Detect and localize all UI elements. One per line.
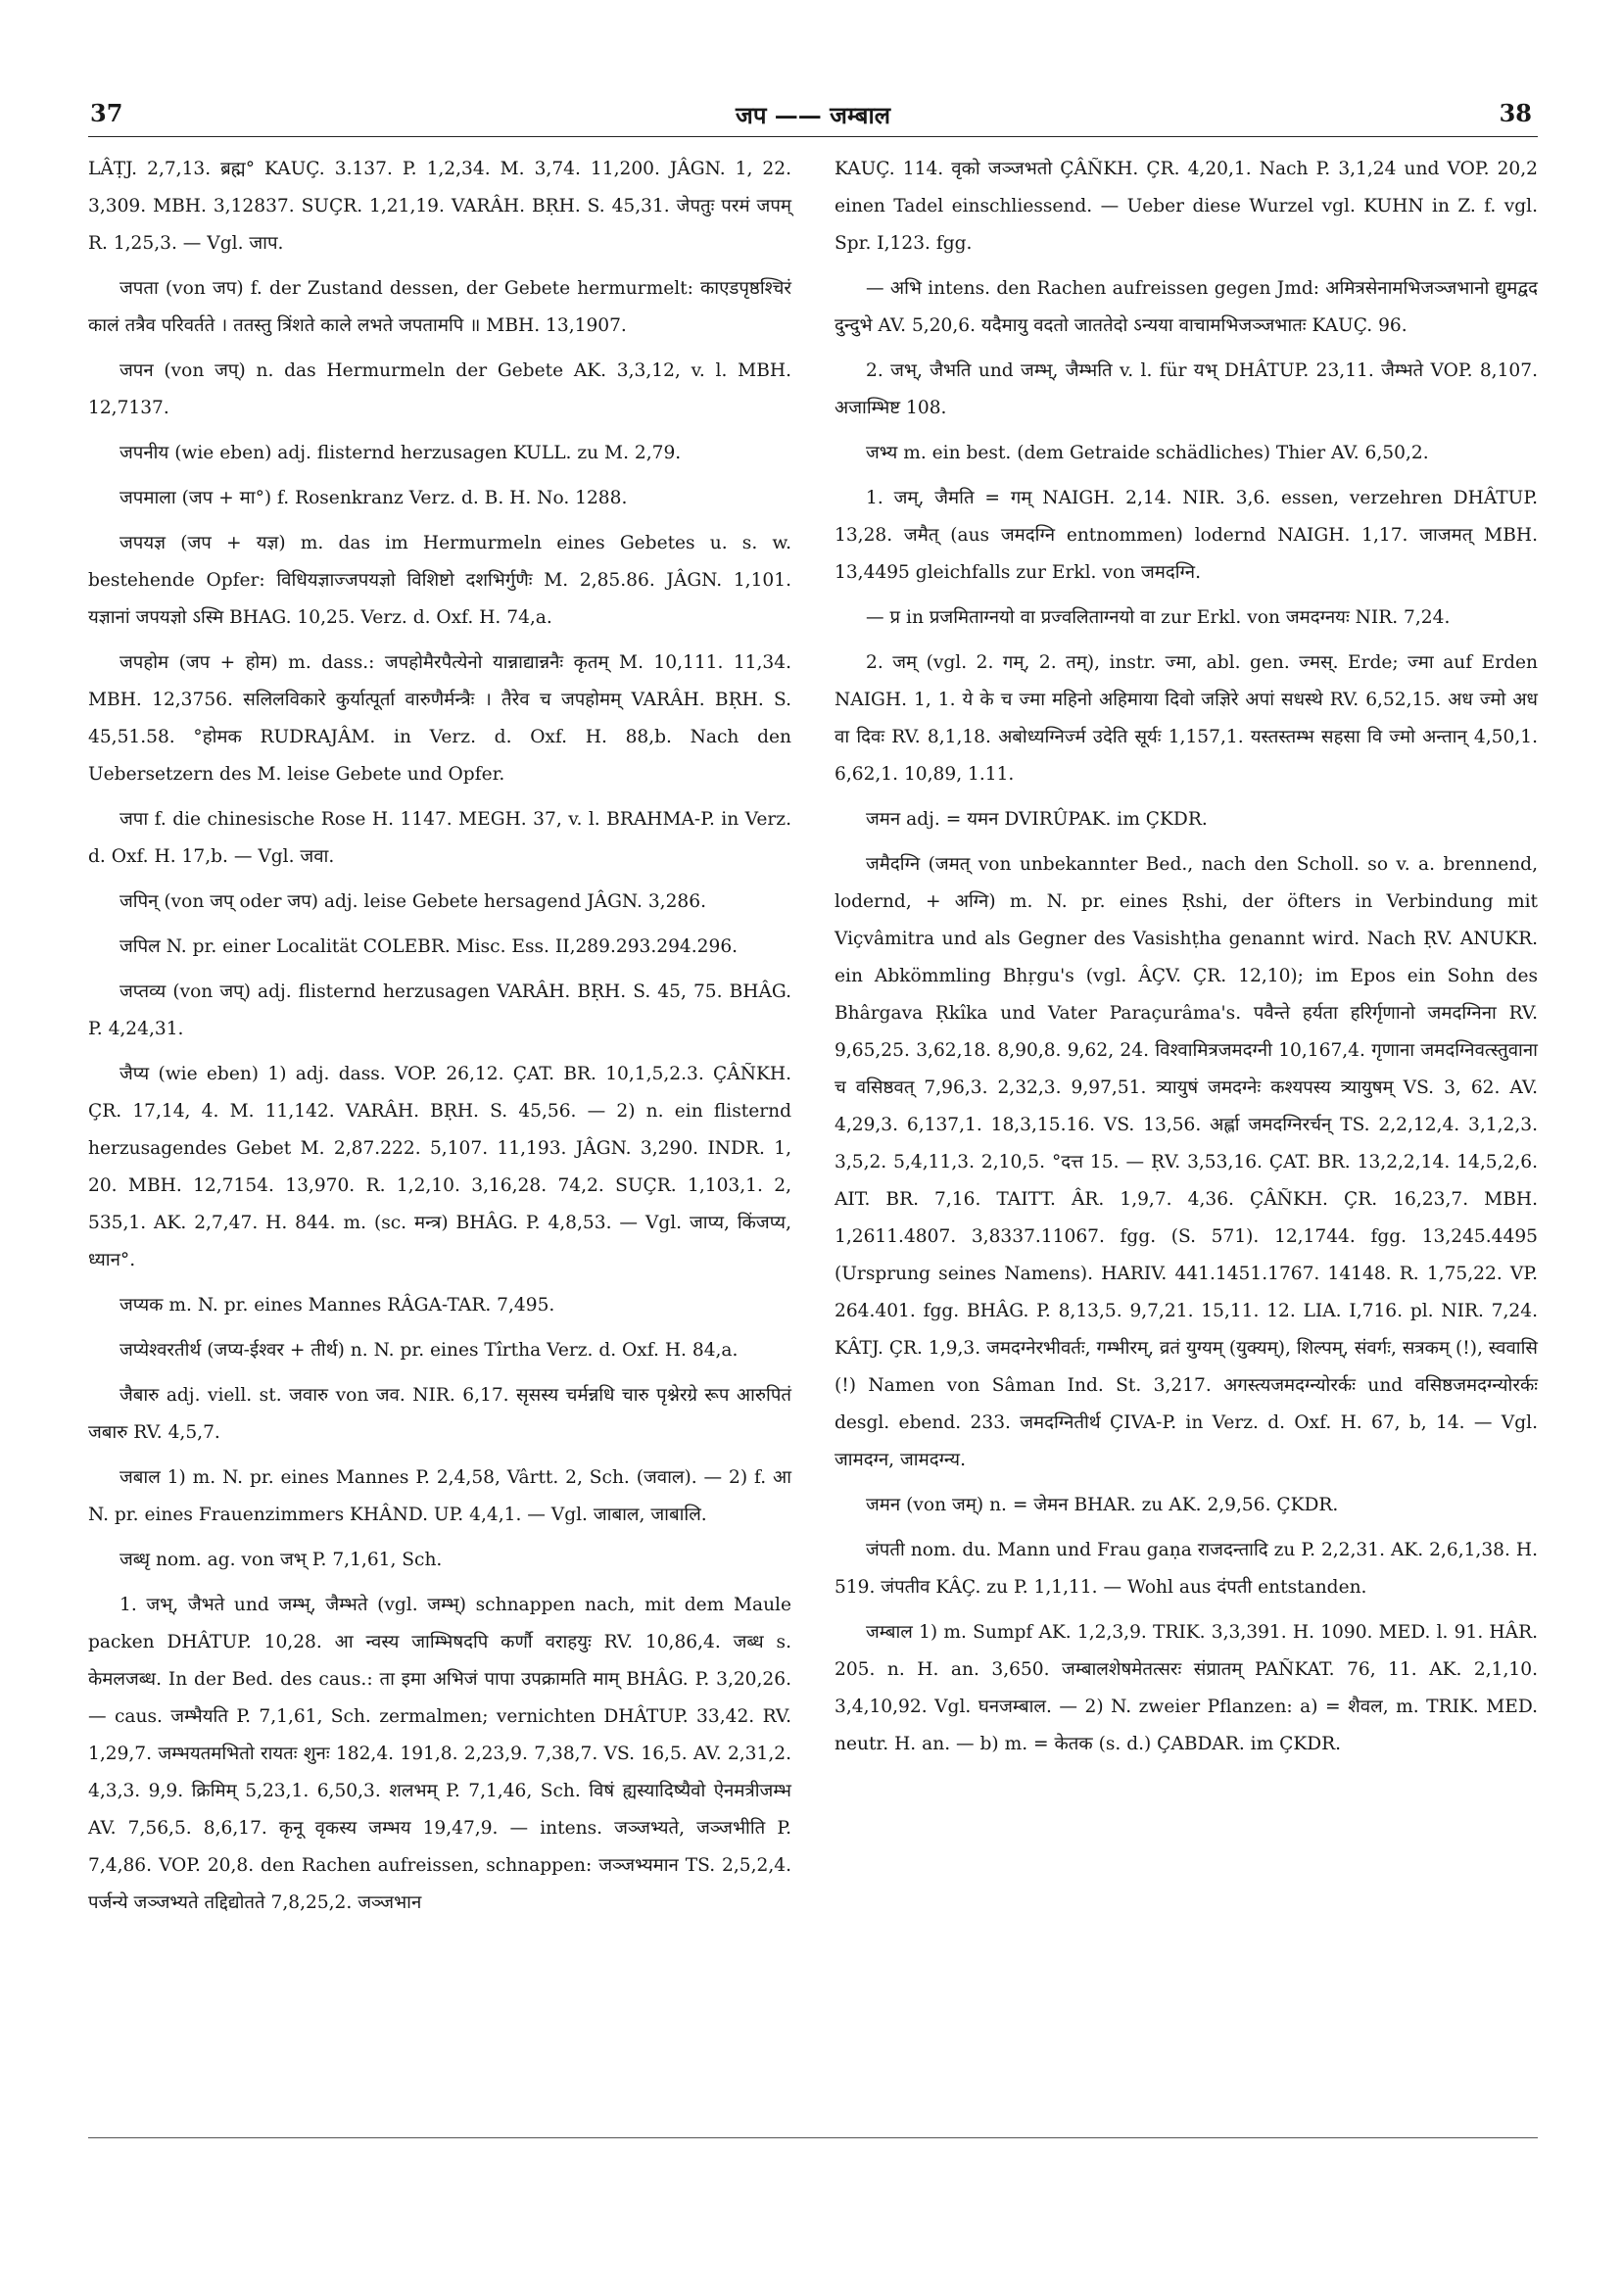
entry: 2. जम् (vgl. 2. गम्, 2. तम्), instr. ज्मा, abl. gen. ज्मस्. Erde; ज्मा auf Erden NAIGH. 1, 1. ये के च ज्मा महिनो अहिमाया दिवो जज्ञिरे अपां सधस्थे RV. 6,52,15. अध ज्मो अध वा दिवः RV. 8,1,18. अबोध्यग्निर्ज्म उदेति सूर्यः 1,157,1. यस्तस्तम्भ सहसा वि ज्मो अन्तान् 4,50,1. 6,62,1. 10,89, 1.11. xyxy=(835,652,1538,785)
entry: जब्धृ nom. ag. von जभ् P. 7,1,61, Sch. xyxy=(119,1550,443,1570)
entry: — प्र in प्रजमिताग्नयो वा प्रज्वलिताग्नयो वा zur Erkl. von जमदग्नयः NIR. 7,24. xyxy=(866,607,1451,628)
entry: 1. जम्, जैमति = गम् NAIGH. 2,14. NIR. 3,6. essen, verzehren DHÂTUP. 13,28. जमैत् (aus जमदग्नि entnommen) lodernd NAIGH. 1,17. जाजमत् MBH. 13,4495 gleichfalls zur Erkl. von जमदग्नि. xyxy=(835,488,1538,583)
entry: जपिन् (von जप् oder जप) adj. leise Gebete hersagend JÂGN. 3,286. xyxy=(119,891,706,912)
dictionary-page xyxy=(88,93,1538,1930)
entry: जमन adj. = यमन DVIRÛPAK. im ÇKDR. xyxy=(866,809,1208,830)
entry: जमन (von जम्) n. = जेमन BHAR. zu AK. 2,9,56. ÇKDR. xyxy=(866,1495,1339,1515)
entry: जबाल 1) m. N. pr. eines Mannes P. 2,4,58, Vârtt. 2, Sch. (जवाल). — 2) f. आ N. pr. eines Frauenzimmers KHÂND. UP. 4,4,1. — Vgl. जाबाल, जाबालि. xyxy=(88,1467,791,1525)
entry: जपन (von जप्) n. das Hermurmeln der Gebete AK. 3,3,12, v. l. MBH. 12,7137. xyxy=(88,360,791,418)
entry: जम्बाल 1) m. Sumpf AK. 1,2,3,9. TRIK. 3,3,391. H. 1090. MED. l. 91. HÂR. 205. n. H. an. 3,650. जम्बालशेषमेतत्सरः संप्रातम् PAÑKAT. 76, 11. AK. 2,1,10. 3,4,10,92. Vgl. घनजम्बाल. — 2) N. zweier Pflanzen: a) = शैवल, m. TRIK. MED. neutr. H. an. — b) m. = केतक (s. d.) ÇABDAR. im ÇKDR. xyxy=(835,1622,1538,1754)
entry: जपिल N. pr. einer Localität COLEBR. Misc. Ess. II,289.293.294.296. xyxy=(119,936,739,957)
entry: जपा f. die chinesische Rose H. 1147. MEGH. 37, v. l. BRAHMA-P. in Verz. d. Oxf. H. 17,b. — Vgl. जवा. xyxy=(88,809,791,867)
entry: जपमाला (जप + मा°) f. Rosenkranz Verz. d. B. H. No. 1288. xyxy=(119,488,628,508)
entry: जपहोम (जप + होम) m. dass.: जपहोमैरपैत्येनो यान्नाद्यान्ननैः कृतम् M. 10,111. 11,34. MBH. 12,3756. सलिलविकारे कुर्यात्पूर्ता वारुणैर्मन्त्रैः । तैरेव च जपहोमम् VARÂH. BṚH. S. 45,51.58. °होमक RUDRAJÂM. in Verz. d. Oxf. H. 88,b. Nach den Uebersetzern des M. leise Gebete und Opfer. xyxy=(88,652,791,785)
entry: जैबारु adj. viell. st. जवारु von जव. NIR. 6,17. सृसस्य चर्मन्नधि चारु पृश्नेरग्रे रूप आरुपितं जबारु RV. 4,5,7. xyxy=(88,1385,791,1443)
entry: 2. जभ्, जैभति und जम्भ्, जैम्भति v. l. für यभ् DHÂTUP. 23,11. जैम्भते VOP. 8,107. अजाम्भिष्ट 108. xyxy=(835,360,1538,418)
entry: KAUÇ. 114. वृको जञ्जभतो ÇÂÑKH. ÇR. 4,20,1. Nach P. 3,1,24 und VOP. 20,2 einen Tadel einschliessend. — Ueber diese Wurzel vgl. KUHN in Z. f. vgl. Spr. I,123. fgg. xyxy=(835,159,1538,254)
page-header xyxy=(88,93,1538,137)
entry: LÂṬJ. 2,7,13. ब्रह्म° KAUÇ. 3.137. P. 1,2,34. M. 3,74. 11,200. JÂGN. 1, 22. 3,309. MBH. 3,12837. SUÇR. 1,21,19. VARÂH. BṚH. S. 45,31. जेपतुः परमं जपम् R. 1,25,3. — Vgl. जाप. xyxy=(88,159,791,254)
two-column-body xyxy=(88,151,1538,1930)
entry: जपनीय (wie eben) adj. flisternd herzusagen KULL. zu M. 2,79. xyxy=(119,443,682,463)
page-number-right: 38 xyxy=(1499,99,1532,127)
entry: जमैदग्नि (जमत् von unbekannter Bed., nach den Scholl. so v. a. brennend, lodernd, + अग्नि) m. N. pr. eines Ṛshi, der öfters in Verbindung mit Viçvâmitra und als Gegner des Vasishṭha genannt wird. Nach ṚV. ANUKR. ein Abkömmling Bhṛgu's (vgl. ÂÇV. ÇR. 12,10); im Epos ein Sohn des Bhârgava Ṛkîka und Vater Paraçurâma's. पवैन्ते हर्यता हरिर्गृणानो जमदग्निना RV. 9,65,25. 3,62,18. 8,90,8. 9,62, 24. विश्वामित्रजमदग्नी 10,167,4. गृणाना जमदग्निवत्स्तुवाना च वसिष्ठवत् 7,96,3. 2,32,3. 9,97,51. त्र्यायुषं जमदग्नेः कश्यपस्य त्र्यायुषम् VS. 3, 62. AV. 4,29,3. 6,137,1. 18,3,15.16. VS. 13,56. अर्ह्ला जमदग्निरर्चन् TS. 2,2,12,4. 3,1,2,3. 3,5,2. 5,4,11,3. 2,10,5. °दत्त 15. — ṚV. 3,53,16. ÇAT. BR. 13,2,2,14. 14,5,2,6. AIT. BR. 7,16. TAITT. ÂR. 1,9,7. 4,36. ÇÂÑKH. ÇR. 16,23,7. MBH. 1,2611.4807. 3,8337.11067. fgg. (S. 571). 12,1744. fgg. 13,245.4495 (Ursprung seines Namens). HARIV. 441.1451.1767. 14148. R. 1,75,22. VP. 264.401. fgg. BHÂG. P. 8,13,5. 9,7,21. 15,11. 12. LIA. I,716. pl. NIR. 7,24. KÂTJ. ÇR. 1,9,3. जमदग्नेरभीवर्तः, गम्भीरम्, व्रतं युग्यम् (युक्यम्), शिल्पम्, संवर्गः, सत्रकम् (!), स्ववासि (!) Namen von Sâman Ind. St. 3,217. अगस्त्यजमदग्न्योरर्कः und वसिष्ठजमदग्न्योरर्कः desgl. ebend. 233. जमदग्नितीर्थ ÇIVA-P. in Verz. d. Oxf. H. 67, b, 14. — Vgl. जामदग्न, जामदग्न्य. xyxy=(835,854,1538,1470)
running-title: जप —— जम्बाल xyxy=(736,101,890,129)
entry: जैप्य (wie eben) 1) adj. dass. VOP. 26,12. ÇAT. BR. 10,1,5,2.3. ÇÂÑKH. ÇR. 17,14, 4. M. 11,142. VARÂH. BṚH. S. 45,56. — 2) n. ein flisternd herzusagendes Gebet M. 2,87.222. 5,107. 11,193. JÂGN. 3,290. INDR. 1, 20. MBH. 12,7154. 13,970. R. 1,2,10. 3,16,28. 74,2. SUÇR. 1,103,1. 2, 535,1. AK. 2,7,47. H. 844. m. (sc. मन्त्र) BHÂG. P. 4,8,53. — Vgl. जाप्य, किंजप्य, ध्यान°. xyxy=(88,1064,791,1270)
entry: जपयज्ञ (जप + यज्ञ) m. das im Hermurmeln eines Gebetes u. s. w. bestehende Opfer: विधियज्ञाज्जपयज्ञो विशिष्टो दशभिर्गुणैः M. 2,85.86. JÂGN. 1,101. यज्ञानां जपयज्ञो ऽस्मि BHAG. 10,25. Verz. d. Oxf. H. 74,a. xyxy=(88,533,791,628)
entry: जभ्य m. ein best. (dem Getraide schädliches) Thier AV. 6,50,2. xyxy=(866,443,1429,463)
entry: जप्येश्वरतीर्थ (जप्य-ईश्वर + तीर्थ) n. N. pr. eines Tîrtha Verz. d. Oxf. H. 84,a. xyxy=(119,1340,739,1361)
entry: जप्यक m. N. pr. eines Mannes RÂGA-TAR. 7,495. xyxy=(119,1295,555,1315)
bottom-rule xyxy=(88,2137,1538,2138)
entry: जपता (von जप) f. der Zustand dessen, der Gebete hermurmelt: काएडपृष्ठश्चिरं कालं तत्रैव परिवर्तते । ततस्तु त्रिंशते काले लभते जपतामपि ॥ MBH. 13,1907. xyxy=(88,278,791,336)
page-number-left: 37 xyxy=(90,99,123,127)
entry: 1. जभ्, जैभते und जम्भ्, जैम्भते (vgl. जम्भ्) schnappen nach, mit dem Maule packen DHÂTUP. 10,28. आ न्वस्य जाम्भिषदपि कर्णौ वराहयुः RV. 10,86,4. जब्ध s. केमलजब्ध. In der Bed. des caus.: ता इमा अभिजं पापा उपक्रामति माम् BHÂG. P. 3,20,26. — caus. जम्भैयति P. 7,1,61, Sch. zermalmen; vernichten DHÂTUP. 33,42. RV. 1,29,7. जम्भयतमभितो रायतः शुनः 182,4. 191,8. 2,23,9. 7,38,7. VS. 16,5. AV. 2,31,2. 4,3,3. 9,9. क्रिमिम् 5,23,1. 6,50,3. शलभम् P. 7,1,46, Sch. विषं ह्यस्यादिष्यैवो ऐनमत्रीजम्भ AV. 7,56,5. 8,6,17. कृनू वृकस्य जम्भय 19,47,9. — intens. जञ्जभ्यते, जञ्जभीति P. 7,4,86. VOP. 20,8. den Rachen aufreissen, schnappen: जञ्जभ्यमान TS. 2,5,2,4. पर्जन्ये जञ्जभ्यते तद्दिद्योतते 7,8,25,2. जञ्जभान xyxy=(88,1595,791,1913)
left-column xyxy=(88,151,791,1930)
right-column xyxy=(835,151,1538,1930)
entry: जंपती nom. du. Mann und Frau gaṇa राजदन्तादि zu P. 2,2,31. AK. 2,6,1,38. H. 519. जंपतीव KÂÇ. zu P. 1,1,11. — Wohl aus दंपती entstanden. xyxy=(835,1540,1538,1598)
entry: जप्तव्य (von जप्) adj. flisternd herzusagen VARÂH. BṚH. S. 45, 75. BHÂG. P. 4,24,31. xyxy=(88,981,791,1039)
entry: — अभि intens. den Rachen aufreissen gegen Jmd: अमित्रसेनामभिजञ्जभानो द्युमद्वद दुन्दुभे AV. 5,20,6. यदैमायु वदतो जाततेदो ऽन्यया वाचामभिजञ्जभातः KAUÇ. 96. xyxy=(835,278,1538,336)
